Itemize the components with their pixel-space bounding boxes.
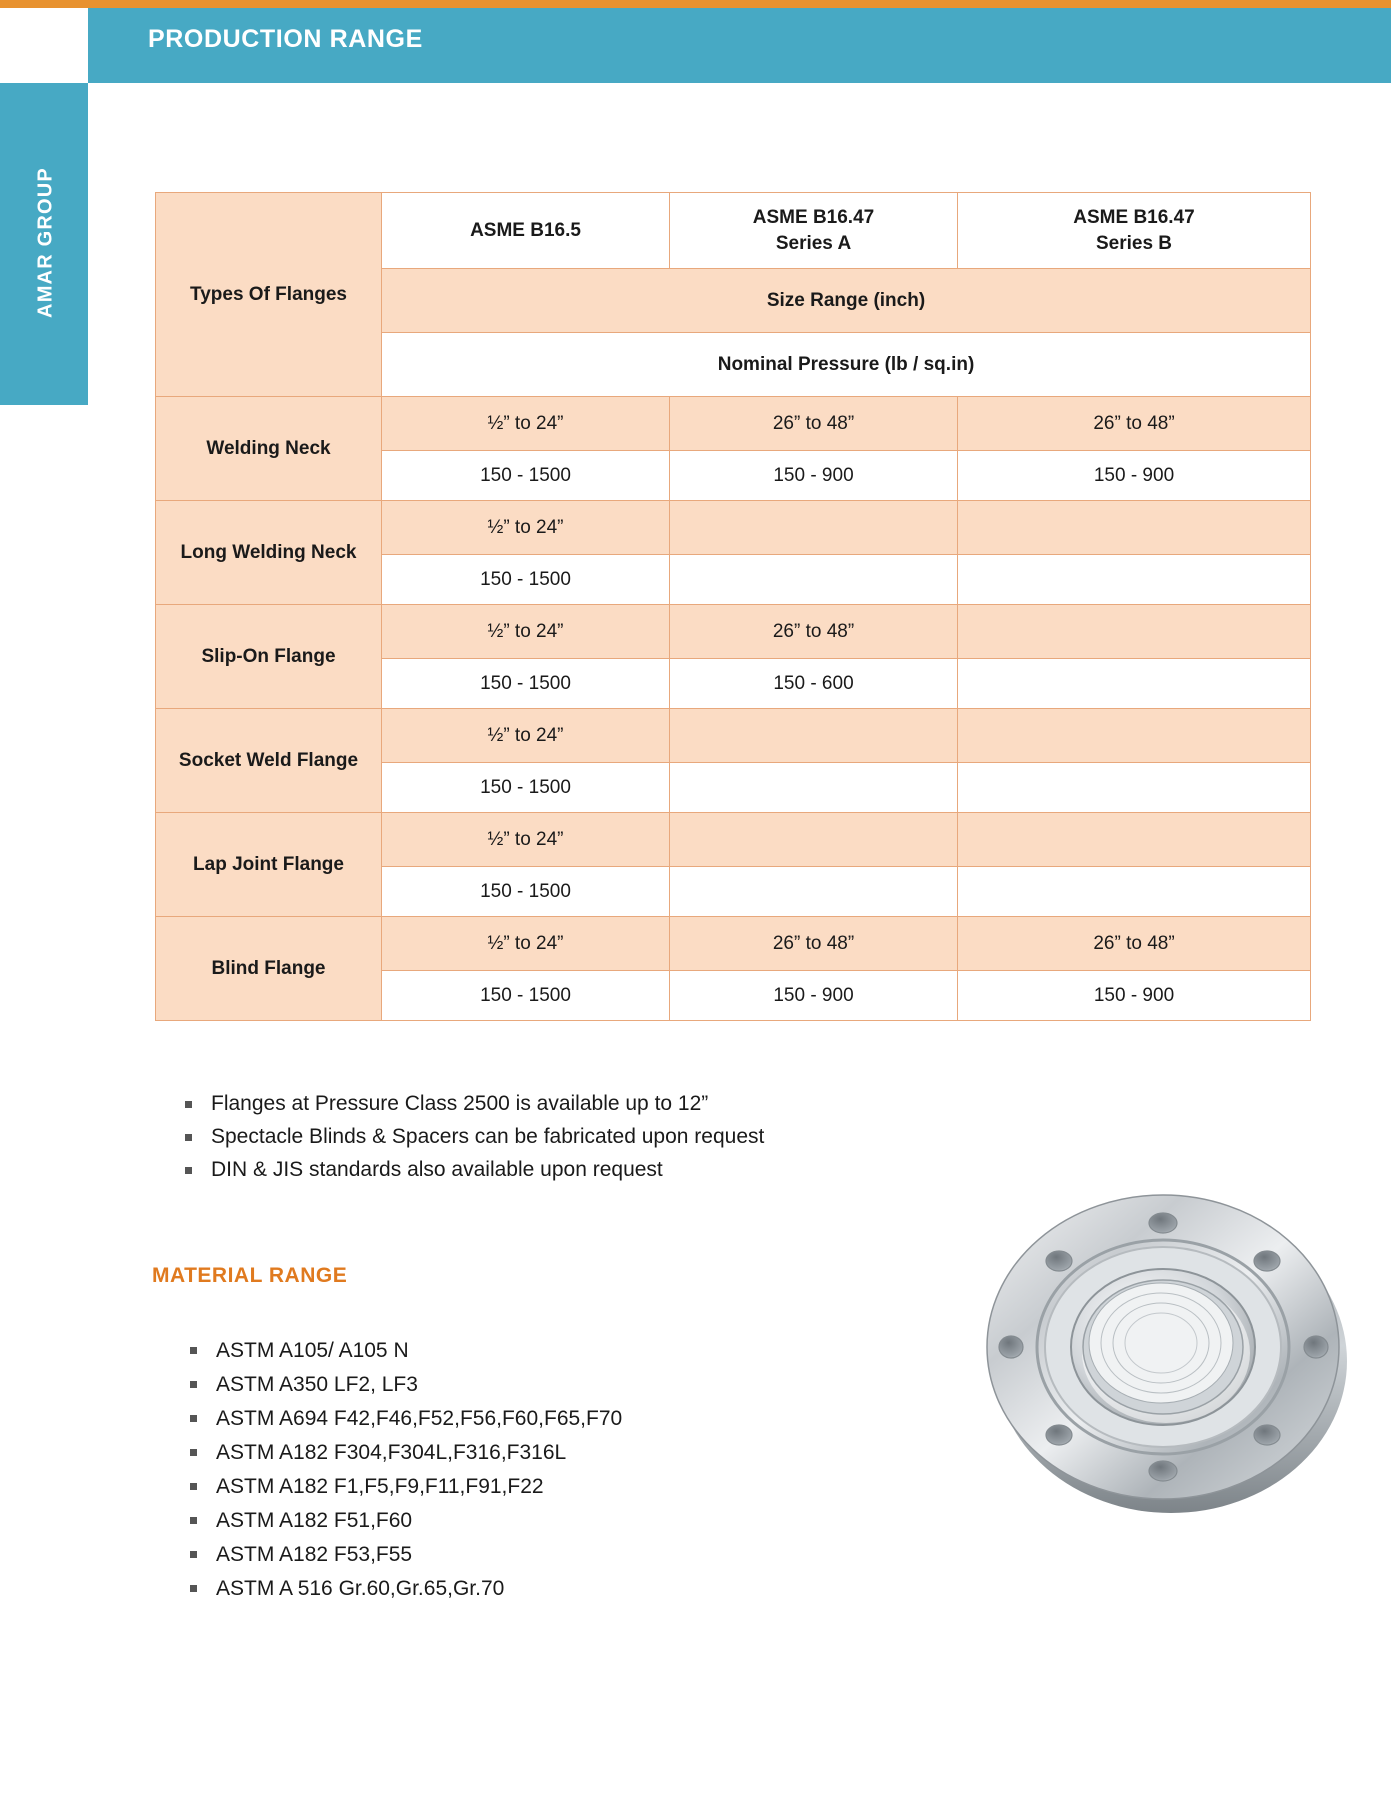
column-header-line2: Series B [1095,232,1173,254]
material-text: ASTM A105/ A105 N [216,1339,409,1362]
bullet-square-icon [190,1517,197,1524]
column-header-line2: Series A [775,232,852,254]
cell-size: 26” to 48” [670,917,958,971]
list-item [190,1336,950,1365]
cell-size: ½” to 24” [382,397,670,451]
cell-pressure [670,867,958,917]
cell-pressure: 150 - 1500 [382,659,670,709]
cell-pressure [958,555,1311,605]
cell-size: ½” to 24” [382,813,670,867]
list-item [190,1472,950,1501]
column-header-asme-b165 [382,193,670,269]
cell-pressure: 150 - 900 [958,451,1311,501]
material-text: ASTM A694 F42,F46,F52,F56,F60,F65,F70 [216,1407,623,1430]
bullet-square-icon [190,1551,197,1558]
bullet-square-icon [190,1483,197,1490]
cell-size [958,501,1311,555]
list-item [190,1404,950,1433]
cell-pressure: 150 - 1500 [382,971,670,1021]
bullet-square-icon [190,1381,197,1388]
bullet-square-icon [190,1585,197,1592]
cell-pressure: 150 - 900 [958,971,1311,1021]
cell-size [958,605,1311,659]
band-nominal-pressure: Nominal Pressure (lb / sq.in) [382,333,1311,397]
bullet-square-icon [185,1167,192,1174]
row-label-long-welding-neck: Long Welding Neck [156,501,382,605]
cell-pressure [670,763,958,813]
side-tab-label: AMAR GROUP [34,167,57,318]
table-header-row [156,193,1311,269]
cell-size [670,709,958,763]
cell-size: ½” to 24” [382,917,670,971]
cell-size [958,709,1311,763]
material-text: ASTM A182 F51,F60 [216,1509,413,1532]
list-item [190,1540,950,1569]
cell-pressure: 150 - 1500 [382,763,670,813]
cell-pressure [670,555,958,605]
top-accent-bar [0,0,1391,8]
material-text: ASTM A182 F1,F5,F9,F11,F91,F22 [216,1475,544,1498]
cell-size [670,813,958,867]
cell-size [958,813,1311,867]
cell-pressure: 150 - 1500 [382,451,670,501]
list-item [185,1123,1085,1151]
column-header-asme-b1647-b [958,193,1311,269]
bullet-square-icon [190,1449,197,1456]
band-size-range: Size Range (inch) [382,269,1311,333]
bullet-square-icon [185,1134,192,1141]
list-item [190,1506,950,1535]
list-item [190,1438,950,1467]
material-text: ASTM A182 F53,F55 [216,1543,413,1566]
note-text: Flanges at Pressure Class 2500 is available up to 12” [211,1092,709,1115]
row-label-lap-joint-flange: Lap Joint Flange [156,813,382,917]
list-item [185,1090,1085,1118]
production-range-table [155,192,1310,1021]
cell-size: ½” to 24” [382,605,670,659]
cell-pressure: 150 - 600 [670,659,958,709]
list-item [190,1574,950,1603]
row-label-socket-weld-flange: Socket Weld Flange [156,709,382,813]
table-row [156,501,1311,555]
material-text: ASTM A 516 Gr.60,Gr.65,Gr.70 [216,1577,505,1600]
cell-pressure: 150 - 1500 [382,555,670,605]
cell-size: ½” to 24” [382,501,670,555]
column-header-line1: ASME B16.47 [752,206,875,228]
row-label-blind-flange: Blind Flange [156,917,382,1021]
cell-pressure: 150 - 900 [670,451,958,501]
table-row [156,397,1311,451]
material-text: ASTM A350 LF2, LF3 [216,1373,418,1396]
material-range-list [190,1336,950,1608]
column-header-asme-b1647-a [670,193,958,269]
cell-size: 26” to 48” [958,917,1311,971]
table-row [156,917,1311,971]
notes-list [185,1090,1085,1189]
corner-label: Types Of Flanges [156,193,382,397]
note-text: DIN & JIS standards also available upon request [211,1158,663,1181]
table-row [156,709,1311,763]
row-label-welding-neck: Welding Neck [156,397,382,501]
bullet-square-icon [185,1101,192,1108]
column-header-line1: ASME B16.5 [470,219,581,241]
cell-pressure [958,659,1311,709]
cell-pressure [958,867,1311,917]
note-text: Spectacle Blinds & Spacers can be fabricated upon request [211,1125,765,1148]
cell-pressure [958,763,1311,813]
cell-pressure: 150 - 900 [670,971,958,1021]
side-tab [0,83,88,405]
table-row [156,813,1311,867]
row-label-slip-on-flange: Slip-On Flange [156,605,382,709]
table-row [156,605,1311,659]
cell-size [670,501,958,555]
material-range-title: MATERIAL RANGE [152,1264,348,1287]
cell-size: ½” to 24” [382,709,670,763]
cell-size: 26” to 48” [670,397,958,451]
bullet-square-icon [190,1415,197,1422]
bullet-square-icon [190,1347,197,1354]
material-text: ASTM A182 F304,F304L,F316,F316L [216,1441,567,1464]
cell-size: 26” to 48” [670,605,958,659]
cell-size: 26” to 48” [958,397,1311,451]
column-header-line1: ASME B16.47 [1073,206,1195,228]
list-item [185,1156,1085,1184]
flange-photo [975,1165,1355,1535]
page-title: PRODUCTION RANGE [148,25,423,53]
list-item [190,1370,950,1399]
cell-pressure: 150 - 1500 [382,867,670,917]
